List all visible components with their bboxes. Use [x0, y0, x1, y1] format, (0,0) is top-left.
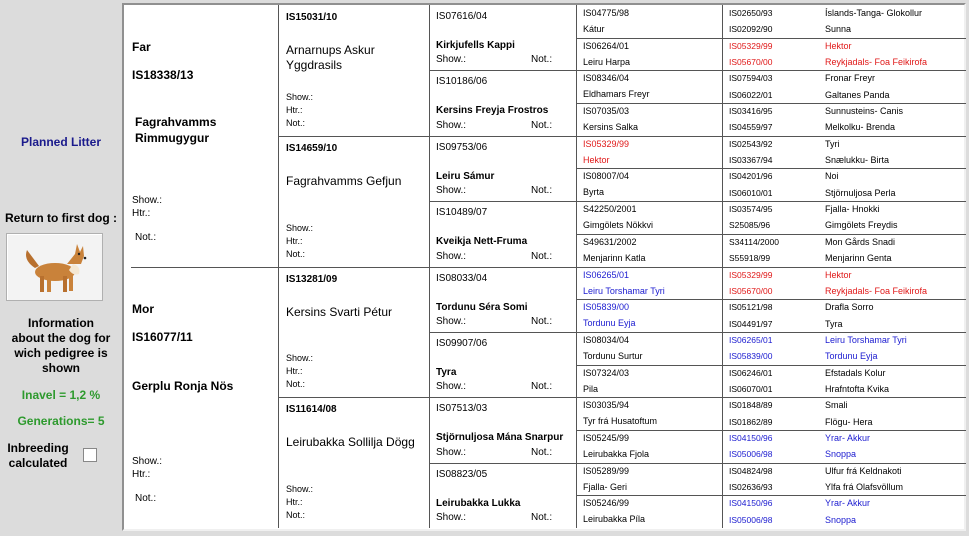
ancestor-name[interactable]: Reykjadals- Foa Feikirofa [825, 57, 928, 68]
ggp-name[interactable]: Tordunu Séra Somi [436, 301, 528, 313]
ancestor-reg-number[interactable]: IS08034/04 [583, 334, 630, 345]
ggp-name[interactable]: Kersins Freyja Frostros [436, 105, 549, 117]
ancestor-reg-number[interactable]: IS02650/93 [729, 8, 773, 18]
ancestor-name[interactable]: Hektor [825, 40, 852, 51]
ancestor-reg-number[interactable]: IS04824/98 [729, 465, 773, 476]
grandparent-reg-number[interactable]: IS15031/10 [286, 12, 338, 23]
ancestor-name[interactable]: Ulfur frá Keldnakoti [825, 465, 902, 476]
ancestor-name[interactable]: Kersins Salka [583, 122, 639, 133]
ggp-reg-number[interactable]: IS10489/07 [436, 207, 488, 219]
ancestor-reg-number[interactable]: IS05245/99 [583, 432, 630, 443]
ancestor-reg-number[interactable]: IS05289/99 [583, 465, 630, 476]
ggp-name[interactable]: Kirkjufells Kappi [436, 40, 515, 51]
ancestor-reg-number[interactable]: IS08007/04 [583, 171, 630, 182]
return-to-first-dog-label: Return to first dog : [5, 211, 117, 225]
parent-reg-number[interactable]: IS16077/11 [132, 329, 193, 344]
ancestor-name[interactable]: Leirubakka Fjola [583, 448, 650, 459]
not-label: Not.: [531, 54, 553, 66]
ggp-name[interactable]: Stjörnuljosa Mána Snarpur [436, 432, 564, 444]
grid-line-horizontal [576, 299, 966, 300]
ancestor-reg-number[interactable]: IS05006/98 [729, 514, 773, 525]
ancestor-name[interactable]: Pila [583, 383, 599, 394]
grid-line-horizontal [576, 463, 966, 464]
ancestor-reg-number[interactable]: S49631/2002 [583, 236, 637, 247]
not-label: Not.: [135, 493, 157, 504]
grid-line-horizontal [576, 201, 966, 202]
ancestor-name[interactable]: Gimgölets Freydis [825, 220, 898, 231]
ggp-reg-number[interactable]: IS07513/03 [436, 403, 488, 415]
not-label: Not.: [531, 250, 553, 262]
ancestor-name[interactable]: Hektor [583, 154, 610, 165]
info-line: Information [28, 316, 94, 330]
not-label: Not.: [286, 248, 306, 259]
grid-line-horizontal [576, 70, 966, 71]
show-label: Show.: [436, 54, 467, 66]
ancestor-reg-number[interactable]: IS06246/01 [729, 367, 773, 378]
not-label: Not.: [286, 379, 306, 390]
ancestor-reg-number[interactable]: IS05839/00 [583, 302, 630, 313]
show-label: Show.: [436, 250, 467, 262]
ancestor-name[interactable]: Snælukku- Birta [825, 155, 890, 166]
ancestor-reg-number[interactable]: IS06265/01 [583, 269, 630, 280]
inbreeding-line: calculated [8, 456, 68, 470]
ancestor-reg-number[interactable]: IS03367/94 [729, 155, 773, 166]
ancestor-reg-number[interactable]: IS05670/00 [729, 285, 773, 296]
ancestor-name[interactable]: Hektor [825, 269, 852, 280]
ancestor-reg-number[interactable]: IS04775/98 [583, 8, 630, 18]
inbreeding-checkbox[interactable] [83, 448, 97, 462]
show-label: Show.: [436, 119, 467, 131]
grid-line-horizontal [576, 332, 966, 333]
show-label: Show.: [132, 456, 163, 467]
grid-line-horizontal [576, 495, 966, 496]
ggp-reg-number[interactable]: IS08033/04 [436, 272, 488, 284]
ancestor-name[interactable]: Yrar- Akkur [825, 432, 871, 443]
ancestor-reg-number[interactable]: IS06265/01 [729, 334, 773, 345]
info-line: wich pedigree is [14, 346, 108, 360]
show-label: Show.: [436, 315, 467, 327]
show-label: Show.: [436, 446, 467, 458]
ancestor-reg-number[interactable]: IS05121/98 [729, 302, 773, 313]
ancestor-name[interactable]: Fronar Freyr [825, 73, 876, 84]
ancestor-reg-number[interactable]: S42250/2001 [583, 204, 637, 215]
ancestor-reg-number[interactable]: S55918/99 [729, 253, 771, 264]
show-label: Show.: [286, 353, 314, 364]
planned-litter-link[interactable]: Planned Litter [20, 135, 101, 149]
ancestor-name[interactable]: Drafla Sorro [825, 302, 874, 313]
grid-line-horizontal [576, 430, 966, 431]
show-label: Show.: [132, 194, 163, 206]
grandparent-name[interactable]: Fagrahvamms Gefjun [286, 173, 402, 188]
ancestor-reg-number[interactable]: IS01848/89 [729, 400, 773, 411]
ancestor-name[interactable]: Leirubakka Píla [583, 514, 646, 525]
grid-line-horizontal [576, 397, 966, 398]
ancestor-reg-number[interactable]: IS05006/98 [729, 449, 773, 460]
ancestor-reg-number[interactable]: IS04559/97 [729, 122, 773, 133]
ancestor-reg-number[interactable]: IS05329/99 [729, 40, 773, 51]
inbreeding-calculated-label [0, 441, 76, 471]
grid-line-horizontal [576, 365, 966, 366]
ancestor-reg-number[interactable]: IS02636/93 [729, 481, 773, 492]
grandparent-name[interactable]: Leirubakka Sollilja Dögg [286, 435, 415, 450]
ggp-reg-number[interactable]: IS07616/04 [436, 11, 488, 22]
ancestor-reg-number[interactable]: IS07594/03 [729, 73, 773, 84]
ancestor-reg-number[interactable]: IS05329/99 [729, 269, 773, 280]
info-line: about the dog for [11, 331, 111, 345]
parent-role-label: Far [132, 40, 151, 54]
grid-line-horizontal [576, 234, 966, 235]
ancestor-name[interactable]: Hrafntofta Kvika [825, 383, 890, 394]
ancestor-reg-number[interactable]: IS05329/99 [583, 138, 630, 149]
show-label: Show.: [286, 91, 314, 102]
ancestor-name[interactable]: Noi [825, 171, 839, 182]
ancestor-name[interactable]: Eldhamars Freyr [583, 89, 650, 100]
htr-label: Htr.: [286, 366, 303, 377]
ancestor-name[interactable]: Tyr frá Husatoftum [583, 416, 658, 427]
ancestor-name[interactable]: Flögu- Hera [825, 416, 873, 427]
ggp-reg-number[interactable]: IS08823/05 [436, 468, 488, 480]
ancestor-name[interactable]: Leiru Harpa [583, 56, 631, 67]
ancestor-name[interactable]: Snoppa [825, 514, 857, 525]
ancestor-reg-number[interactable]: IS06070/01 [729, 383, 773, 394]
htr-label: Htr.: [286, 235, 303, 246]
ancestor-reg-number[interactable]: IS07035/03 [583, 106, 630, 117]
parent-name[interactable]: Gerplu Ronja Nös [132, 378, 234, 393]
ancestor-reg-number[interactable]: IS04150/96 [729, 432, 773, 443]
grid-line-horizontal [576, 136, 966, 137]
ancestor-reg-number[interactable]: IS02092/90 [729, 24, 773, 35]
parent-reg-number[interactable]: IS18338/13 [132, 68, 194, 82]
grandparent-name[interactable]: Kersins Svarti Pétur [286, 304, 393, 319]
not-label: Not.: [531, 446, 553, 458]
ancestor-name[interactable]: Gimgölets Nökkvi [583, 220, 654, 231]
ancestor-reg-number[interactable]: IS08346/04 [583, 73, 630, 84]
show-label: Show.: [436, 185, 467, 197]
inbreeding-line: Inbreeding [7, 441, 69, 455]
dog-icon [7, 234, 102, 300]
grid-line-horizontal [576, 267, 966, 268]
ancestor-reg-number[interactable]: IS07324/03 [583, 367, 630, 378]
show-label: Show.: [436, 381, 467, 393]
ancestor-reg-number[interactable]: IS02543/92 [729, 138, 773, 149]
first-dog-image-button[interactable] [6, 233, 103, 301]
grandparent-reg-number[interactable]: IS13281/09 [286, 273, 338, 285]
ancestor-name[interactable]: Menjarinn Katla [583, 252, 646, 263]
ancestor-name[interactable]: Tordunu Eyja [825, 351, 878, 362]
ggp-name[interactable]: Kveikja Nett-Fruma [436, 236, 528, 248]
ancestor-name[interactable]: Sunnusteins- Canis [825, 106, 904, 117]
pedigree-table [122, 3, 966, 531]
grid-line-horizontal [576, 38, 966, 39]
ancestor-reg-number[interactable]: S25085/96 [729, 220, 771, 231]
sidebar [0, 0, 122, 536]
ancestor-reg-number[interactable]: IS05246/99 [583, 498, 630, 509]
show-label: Show.: [286, 484, 314, 494]
ancestor-name[interactable]: Ylfa frá Olafsvöllum [825, 481, 904, 492]
htr-label: Htr.: [132, 469, 151, 480]
not-label: Not.: [531, 512, 553, 523]
ggp-reg-number[interactable]: IS09907/06 [436, 337, 488, 349]
not-label: Not.: [531, 315, 553, 327]
htr-label: Htr.: [286, 497, 303, 507]
ancestor-name[interactable]: Melkolku- Brenda [825, 122, 896, 133]
not-label: Not.: [286, 117, 306, 128]
ancestor-name[interactable]: Galtanes Panda [825, 89, 890, 100]
ancestor-name[interactable]: Byrta [583, 187, 605, 198]
parent-name[interactable]: Fagrahvamms [135, 115, 217, 129]
ancestor-reg-number[interactable]: S34114/2000 [729, 236, 779, 247]
ancestor-name[interactable]: Tordunu Surtur [583, 350, 643, 361]
ggp-name[interactable]: Leiru Sámur [436, 170, 495, 182]
ancestor-name[interactable]: Íslands-Tanga- Glokollur [825, 8, 923, 18]
ancestor-name[interactable]: Sunna [825, 24, 852, 35]
ancestor-reg-number[interactable]: IS04491/97 [729, 318, 773, 329]
parent-role-label: Mor [132, 301, 154, 316]
ancestor-name[interactable]: Fjalla- Geri [583, 481, 628, 492]
grid-line-horizontal [576, 168, 966, 169]
not-label: Not.: [135, 231, 157, 243]
info-line: shown [42, 361, 80, 375]
not-label: Not.: [531, 185, 553, 197]
grandparent-name[interactable]: Arnarnups Askur [286, 43, 375, 57]
ggp-reg-number[interactable]: IS09753/06 [436, 141, 488, 153]
ancestor-name[interactable]: Smali [825, 400, 848, 411]
ancestor-name[interactable]: Tyra [825, 318, 843, 329]
ancestor-name[interactable]: Menjarinn Genta [825, 253, 892, 264]
ancestor-reg-number[interactable]: IS06264/01 [583, 40, 630, 51]
ancestor-name[interactable]: Tordunu Eyja [583, 318, 636, 329]
ancestor-reg-number[interactable]: IS01862/89 [729, 416, 773, 427]
not-label: Not.: [531, 119, 553, 131]
parent-name[interactable]: Rimmugygur [135, 131, 210, 145]
ancestor-name[interactable]: Leiru Torshamar Tyri [825, 334, 907, 345]
show-label: Show.: [286, 222, 314, 233]
ancestor-reg-number[interactable]: IS03035/94 [583, 400, 630, 411]
show-label: Show.: [436, 512, 467, 523]
ggp-name[interactable]: Tyra [436, 366, 457, 378]
grid-line-horizontal [576, 103, 966, 104]
grandparent-reg-number[interactable]: IS14659/10 [286, 142, 338, 154]
generations-count: Generations= 5 [17, 414, 105, 428]
ancestor-name[interactable]: Kátur [583, 24, 605, 34]
ancestor-reg-number[interactable]: IS04150/96 [729, 498, 773, 509]
htr-label: Htr.: [286, 104, 303, 115]
dog-info-label [0, 316, 122, 376]
ancestor-name[interactable]: Mon Gårds Snadi [825, 236, 896, 247]
ancestor-name[interactable]: Yrar- Akkur [825, 498, 871, 509]
ancestor-reg-number[interactable]: IS04201/96 [729, 171, 773, 182]
ancestor-reg-number[interactable]: IS06010/01 [729, 187, 773, 198]
ancestor-reg-number[interactable]: IS05839/00 [729, 351, 773, 362]
ancestor-name[interactable]: Snoppa [825, 449, 857, 460]
ggp-name[interactable]: Leirubakka Lukka [436, 497, 521, 509]
ancestor-reg-number[interactable]: IS05670/00 [729, 57, 773, 68]
not-label: Not.: [531, 381, 553, 393]
ancestor-name[interactable]: Tyri [825, 138, 840, 149]
grandparent-name[interactable]: Yggdrasils [286, 58, 343, 72]
ancestor-name[interactable]: Reykjadals- Foa Feikirofa [825, 285, 928, 296]
ancestor-reg-number[interactable]: IS03574/95 [729, 204, 773, 215]
ancestor-name[interactable]: Fjalla- Hnokki [825, 204, 880, 215]
ancestor-reg-number[interactable]: IS03416/95 [729, 106, 773, 117]
not-label: Not.: [286, 510, 306, 520]
ancestor-name[interactable]: Efstadals Kolur [825, 367, 886, 378]
ggp-reg-number[interactable]: IS10186/06 [436, 76, 488, 88]
inbreeding-coefficient: Inavel = 1,2 % [21, 388, 101, 402]
ancestor-name[interactable]: Stjörnuljosa Perla [825, 187, 896, 198]
ancestor-name[interactable]: Leiru Torshamar Tyri [583, 285, 665, 296]
htr-label: Htr.: [132, 207, 151, 219]
grandparent-reg-number[interactable]: IS11614/08 [286, 404, 337, 416]
ancestor-reg-number[interactable]: IS06022/01 [729, 89, 773, 100]
